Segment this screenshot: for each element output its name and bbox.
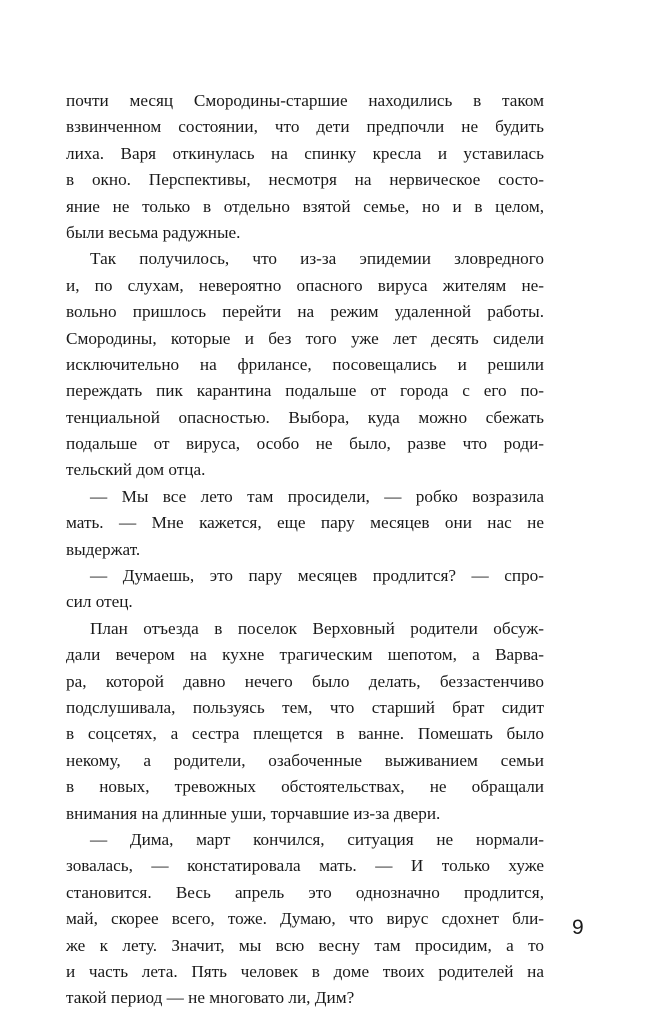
text-line: Так получилось, что из-за эпидемии зловредного	[90, 249, 544, 269]
text-line: внимания на длинные уши, торчавшие из-за двери.	[66, 803, 441, 823]
text-line: же к лету. Значит, мы всю весну там просидим, а то	[66, 935, 544, 955]
text-line: зовалась, — констатировала мать. — И только хуже	[66, 856, 544, 876]
text-line: и, по слухам, невероятно опасного вируса жителям не-	[66, 275, 544, 295]
text-line: План отъезда в поселок Верховный родители обсуж-	[90, 618, 544, 638]
text-line: выдержат.	[66, 539, 141, 559]
text-line: мать. — Мне кажется, еще пару месяцев они нас не	[66, 513, 544, 533]
text-line: взвинченном состоянии, что дети предпочли не будить	[66, 117, 544, 137]
text-line: подальше от вируса, особо не было, разве что роди-	[66, 434, 544, 454]
text-line: в соцсетях, а сестра плещется в ванне. Помешать было	[66, 724, 544, 744]
body-text	[66, 88, 544, 1012]
text-line: переждать пик карантина подальше от города с его по-	[66, 381, 544, 401]
text-line: Смородины, которые и без того уже лет десять сидели	[66, 328, 544, 348]
text-line: май, скорее всего, тоже. Думаю, что вирус сдохнет бли-	[66, 909, 544, 929]
text-line: исключительно на фрилансе, посовещались и решили	[66, 354, 544, 374]
text-line: и часть лета. Пять человек в доме твоих родителей на	[66, 961, 544, 981]
text-line: яние не только в отдельно взятой семье, но и в целом,	[66, 196, 544, 216]
text-line: такой период — не многовато ли, Дим?	[66, 988, 355, 1008]
text-line: лиха. Варя откинулась на спинку кресла и уставилась	[66, 143, 544, 163]
text-line: некому, а родители, озабоченные выживанием семьи	[66, 750, 544, 770]
text-line: ра, которой давно нечего было делать, беззастенчиво	[66, 671, 544, 691]
text-line: в новых, тревожных обстоятельствах, не обращали	[66, 777, 544, 797]
text-line: подслушивала, пользуясь тем, что старший брат сидит	[66, 697, 544, 717]
text-line: — Дима, март кончился, ситуация не нормали-	[90, 829, 544, 849]
text-line: почти месяц Смородины-старшие находились в таком	[66, 91, 544, 110]
text-line: сил отец.	[66, 592, 133, 612]
text-line: дали вечером на кухне трагическим шепотом, а Варва-	[66, 645, 544, 665]
text-line: тенциальной опасностью. Выбора, куда можно сбежать	[66, 407, 544, 427]
text-line: в окно. Перспективы, несмотря на нервическое состо-	[66, 170, 544, 190]
text-line: — Мы все лето там просидели, — робко возразила	[90, 486, 544, 506]
text-line: вольно пришлось перейти на режим удаленной работы.	[66, 302, 544, 322]
text-line: тельский дом отца.	[66, 460, 206, 480]
page-number: 9	[572, 916, 584, 939]
text-line: были весьма радужные.	[66, 222, 241, 242]
text-line: становится. Весь апрель это однозначно продлится,	[66, 882, 544, 902]
text-line: — Думаешь, это пару месяцев продлится? — спро-	[90, 566, 544, 586]
